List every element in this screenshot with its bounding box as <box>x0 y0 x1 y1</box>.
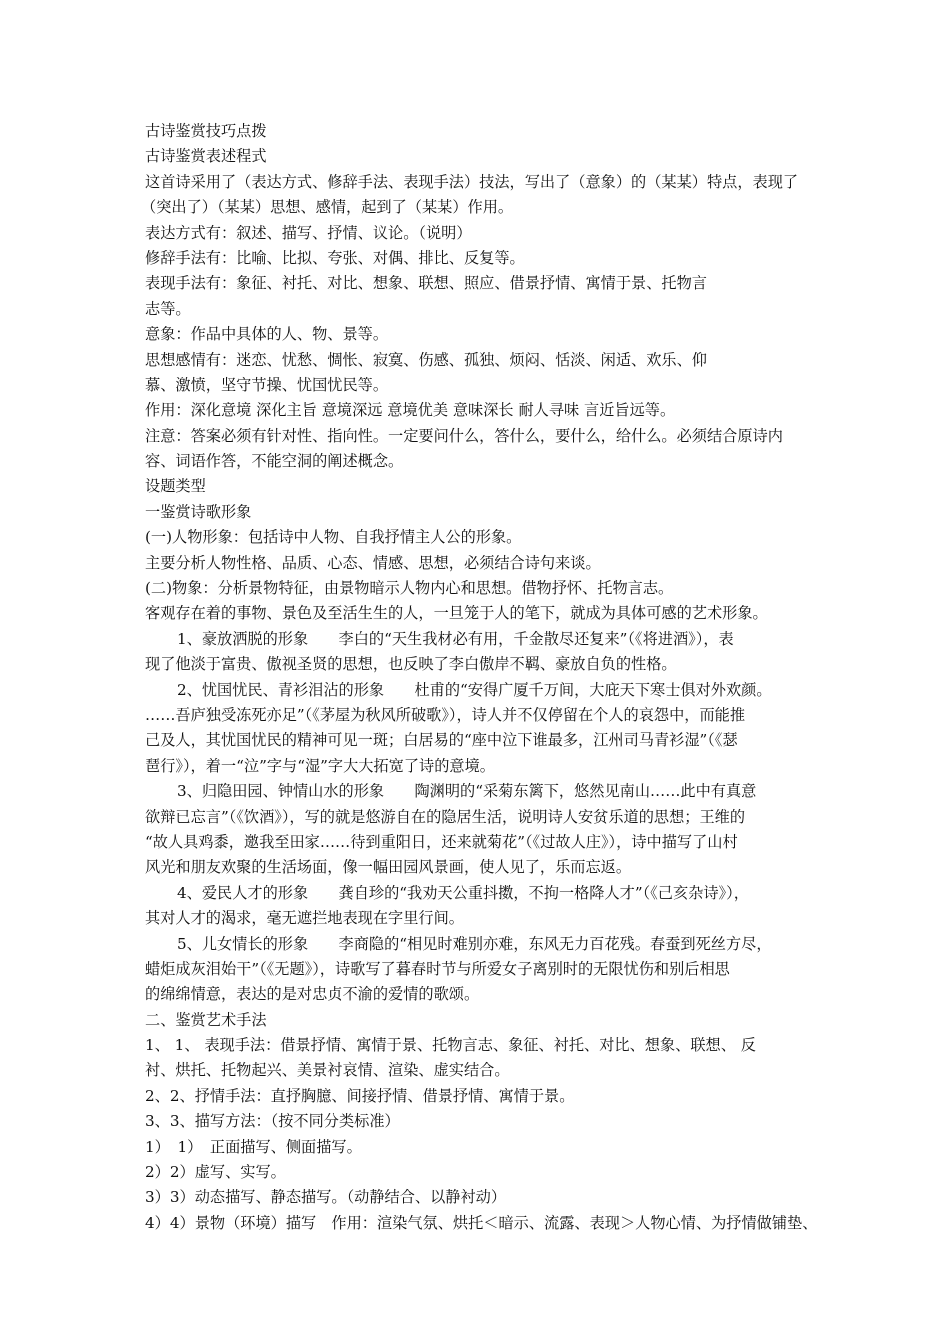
text-line: 琶行》），着一“泣”字与“湿”字大大拓宽了诗的意境。 <box>145 756 495 775</box>
text-line: 客观存在着的事物、景色及至活生生的人，一旦笼于人的笔下，就成为具体可感的艺术形象。 <box>145 604 768 623</box>
text-line: 5、儿女情长的形象 李商隐的“相见时难别亦难，东风无力百花残。春蚕到死丝方尽， <box>177 934 772 953</box>
text-line: ……吾庐独受冻死亦足”（《茅屋为秋风所破歌》），诗人并不仅停留在个人的哀怨中，而能推 <box>145 705 746 724</box>
text-line: 3、归隐田园、钟情山水的形象 陶渊明的“采菊东篱下，悠然见南山……此中有真意 <box>177 782 757 801</box>
text-line: 修辞手法有：比喻、比拟、夸张、对偶、排比、反复等。 <box>145 248 525 267</box>
text-line: 蜡炬成灰泪始干”（《无题》），诗歌写了暮春时节与所爱女子离别时的无限忧伤和别后相思 <box>145 959 730 978</box>
text-line: 2）2）虚写、实写。 <box>145 1163 286 1182</box>
text-line: 古诗鉴赏技巧点拨 <box>145 122 267 140</box>
text-line: 的绵绵情意，表达的是对忠贞不渝的爱情的歌颂。 <box>145 985 480 1004</box>
text-line: 1、豪放洒脱的形象 李白的“天生我材必有用，千金散尽还复来”（《将进酒》），表 <box>177 629 734 648</box>
text-line: 主要分析人物性格、品质、心态、情感、思想，必须结合诗句来谈。 <box>145 553 601 572</box>
text-line: 志等。 <box>145 299 191 318</box>
text-line: 表现手法有：象征、衬托、对比、想象、联想、照应、借景抒情、寓情于景、托物言 <box>145 274 707 293</box>
text-line: (二)物象：分析景物特征，由景物暗示人物内心和思想。借物抒怀、托物言志。 <box>145 579 674 598</box>
text-line: “故人具鸡黍，邀我至田家……待到重阳日，还来就菊花”（《过故人庄》），诗中描写了山村 <box>145 832 738 851</box>
text-line: 4）4）景物（环境）描写 作用：渲染气氛、烘托＜暗示、流露、表现＞人物心情、为抒情做铺垫、 <box>145 1213 818 1232</box>
document-body <box>141 119 818 1236</box>
text-line: 1、 1、 表现手法：借景抒情、寓情于景、托物言志、象征、衬托、对比、想象、联想、 反 <box>145 1036 756 1055</box>
text-line: 二、鉴赏艺术手法 <box>145 1010 267 1029</box>
text-line: 其对人才的渴求，毫无遮拦地表现在字里行间。 <box>145 909 464 928</box>
text-line: 这首诗采用了（表达方式、修辞手法、表现手法）技法，写出了（意象）的（某某）特点，表现了 <box>145 172 799 191</box>
text-line: 2、2、抒情手法：直抒胸臆、间接抒情、借景抒情、寓情于景。 <box>145 1086 575 1105</box>
text-line: 一鉴赏诗歌形象 <box>145 502 252 521</box>
text-line: 容、词语作答，不能空洞的阐述概念。 <box>145 452 404 471</box>
text-line: 作用：深化意境 深化主旨 意境深远 意境优美 意味深长 耐人寻味 言近旨远等。 <box>145 401 676 420</box>
text-line: (一)人物形象：包括诗中人物、自我抒情主人公的形象。 <box>145 528 522 547</box>
text-line: 2、忧国忧民、青衫泪沾的形象 杜甫的“安得广厦千万间，大庇天下寒士俱对外欢颜。 <box>177 680 772 699</box>
text-line: 衬、烘托、托物起兴、美景衬哀情、渲染、虚实结合。 <box>145 1061 510 1080</box>
text-line: 风光和朋友欢聚的生活场面，像一幅田园风景画，使人见了，乐而忘返。 <box>145 858 631 877</box>
text-line: 现了他淡于富贵、傲视圣贤的思想，也反映了李白傲岸不羁、豪放自负的性格。 <box>145 655 677 674</box>
text-line: 古诗鉴赏表述程式 <box>145 147 267 166</box>
text-line: （突出了）（某某）思想、感情，起到了（某某）作用。 <box>141 198 514 217</box>
text-line: 思想感情有：迷恋、忧愁、惆怅、寂寞、伤感、孤独、烦闷、恬淡、闲适、欢乐、仰 <box>145 350 707 369</box>
text-line: 注意：答案必须有针对性、指向性。一定要问什么，答什么，要什么，给什么。必须结合原诗内 <box>145 426 783 445</box>
text-line: 慕、激愤，坚守节操、忧国忧民等。 <box>145 375 388 394</box>
text-line: 设题类型 <box>145 477 206 496</box>
text-line: 意象：作品中具体的人、物、景等。 <box>145 325 388 344</box>
text-line: 1） 1） 正面描写、侧面描写。 <box>145 1137 362 1156</box>
text-line: 4、爱民人才的形象 龚自珍的“我劝天公重抖擞，不拘一格降人才”（《己亥杂诗》）， <box>177 883 749 902</box>
text-line: 3）3）动态描写、静态描写。（动静结合、以静衬动） <box>145 1188 507 1207</box>
text-line: 3、3、描写方法：（按不同分类标准） <box>145 1112 400 1131</box>
text-line: 己及人，其忧国忧民的精神可见一斑；白居易的“座中泣下谁最多，江州司马青衫湿”（《瑟 <box>145 731 738 750</box>
text-line: 欲辩已忘言”（《饮酒》），写的就是悠游自在的隐居生活，说明诗人安贫乐道的思想；王维的 <box>145 807 746 826</box>
text-line: 表达方式有：叙述、描写、抒情、议论。（说明） <box>145 223 472 242</box>
